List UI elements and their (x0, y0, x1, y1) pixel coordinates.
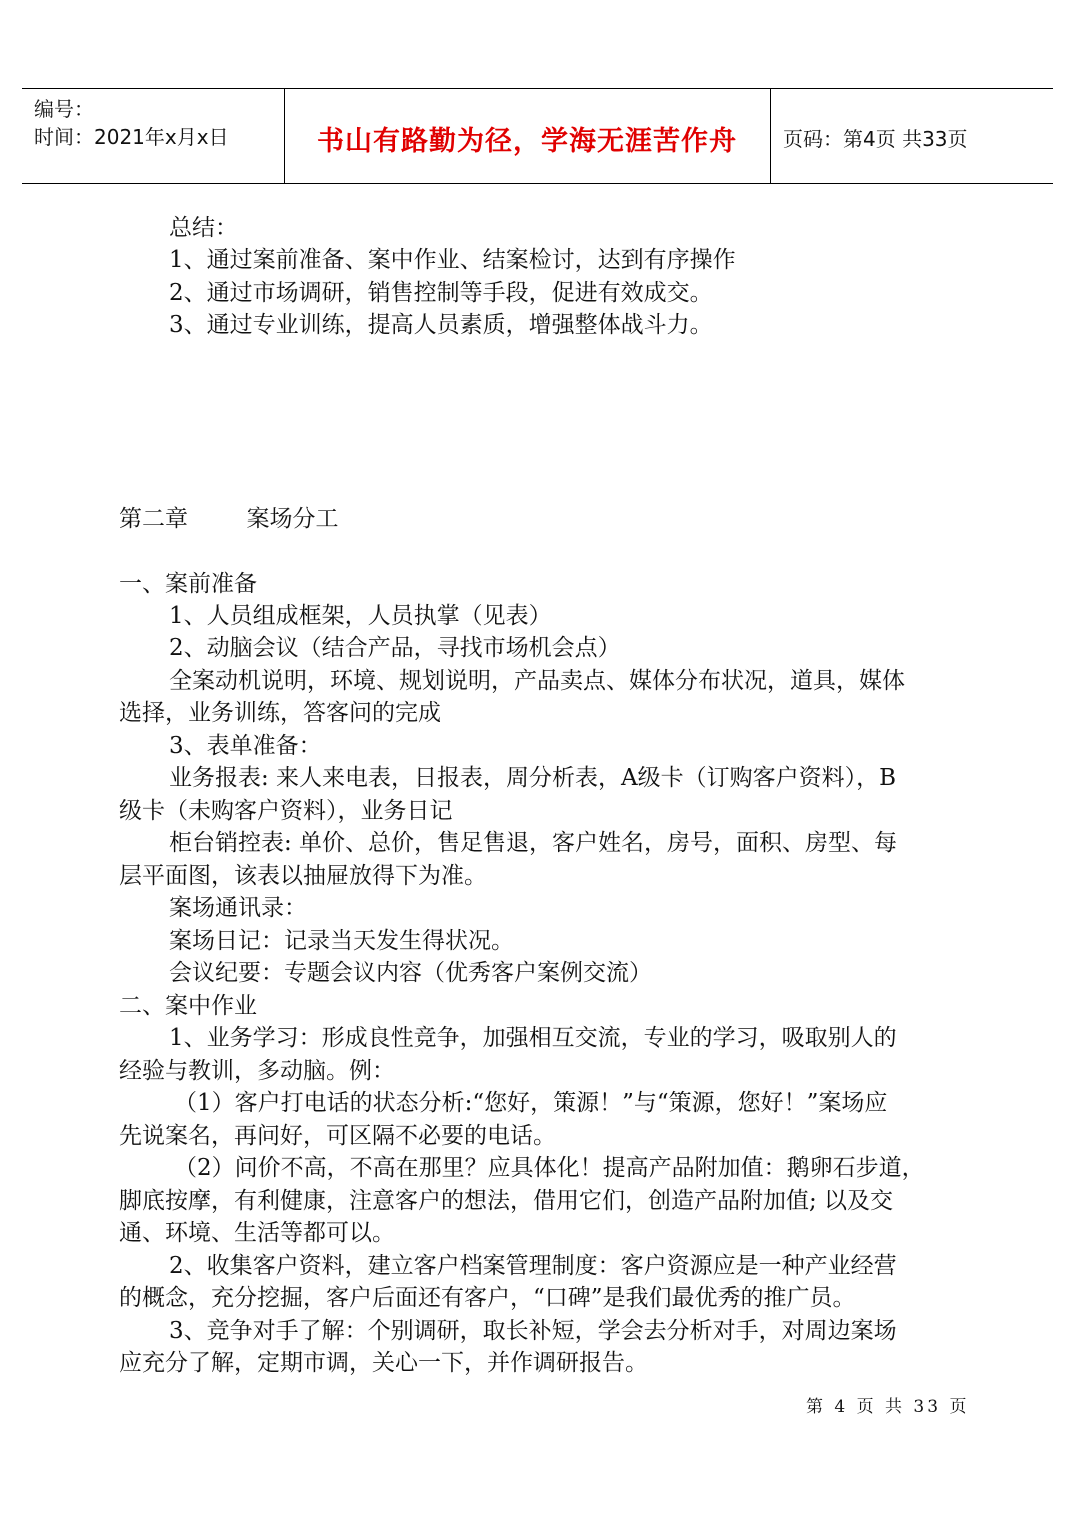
sec1-item-3: 3、表单准备： (169, 733, 322, 759)
summary-item-2: 2、通过市场调研，销售控制等手段，促进有效成交。 (169, 280, 713, 306)
sec1-para3-line2: 层平面图，该表以抽屉放得下为准。 (119, 863, 487, 889)
sec2-item1-line1: 1、业务学习：形成良性竞争，加强相互交流，专业的学习，吸取别人的 (169, 1025, 897, 1051)
sec2-item1-line2: 经验与教训，多动脑。例： (119, 1058, 395, 1084)
summary-item-1: 1、通过案前准备、案中作业、结案检讨，达到有序操作 (169, 247, 736, 273)
sec1-item-1: 1、人员组成框架，人员执掌（见表） (169, 603, 552, 629)
sec2-item2-line2: 的概念，充分挖掘，客户后面还有客户，“口碑”是我们最优秀的推广员。 (119, 1285, 856, 1311)
sec1-para3-line1: 柜台销控表: 单价、总价，售足售退，客户姓名，房号，面积、房型、每 (169, 830, 898, 856)
sec2-item2-line1: 2、收集客户资料，建立客户档案管理制度：客户资源应是一种产业经营 (169, 1253, 897, 1279)
summary-item-3: 3、通过专业训练，提高人员素质，增强整体战斗力。 (169, 312, 713, 338)
sec1-para6: 会议纪要：专题会议内容（优秀客户案例交流） (169, 960, 652, 986)
section-2-title: 二、案中作业 (119, 993, 257, 1019)
sec2-sub1-line2: 先说案名，再问好，可区隔不必要的电话。 (119, 1123, 556, 1149)
sec2-item3-line1: 3、竞争对手了解：个别调研，取长补短，学会去分析对手，对周边案场 (169, 1318, 897, 1344)
sec1-para2-line1: 业务报表: 来人来电表，日报表，周分析表，A级卡（订购客户资料），B (169, 765, 897, 791)
page-header (22, 88, 1053, 184)
sec2-sub2-line1: （2）问价不高，不高在那里？应具体化！提高产品附加值：鹅卵石步道， (174, 1155, 925, 1181)
sec1-para1-line2: 选择，业务训练，答客问的完成 (119, 700, 441, 726)
sec1-para1-line1: 全案动机说明，环境、规划说明，产品卖点、媒体分布状况，道具，媒体 (169, 668, 905, 694)
sec2-sub1-line1: （1）客户打电话的状态分析:“您好，策源！”与“策源，您好！”案场应 (174, 1090, 888, 1116)
sec2-sub2-line3: 通、环境、生活等都可以。 (119, 1220, 395, 1246)
time-label: 时间：2021年x月x日 (34, 125, 229, 149)
header-motto-cell (284, 89, 771, 183)
sec1-item-2: 2、动脑会议（结合产品，寻找市场机会点） (169, 635, 621, 661)
chapter-title: 第二章 案场分工 (119, 506, 339, 532)
header-page-cell (771, 89, 1053, 183)
sec2-sub2-line2: 脚底按摩，有利健康，注意客户的想法，借用它们，创造产品附加值; 以及交 (119, 1188, 894, 1214)
page-info: 页码：第4页 共33页 (783, 127, 968, 151)
sec1-para5: 案场日记：记录当天发生得状况。 (169, 928, 514, 954)
summary-title: 总结： (169, 215, 238, 241)
header-info-cell (22, 89, 285, 183)
motto: 书山有路勤为径，学海无涯苦作舟 (317, 126, 737, 157)
section-1-title: 一、案前准备 (119, 571, 257, 597)
number-label: 编号： (34, 97, 94, 121)
sec2-item3-line2: 应充分了解，定期市调，关心一下，并作调研报告。 (119, 1350, 648, 1376)
sec1-para4: 案场通讯录： (169, 895, 307, 921)
sec1-para2-line2: 级卡（未购客户资料），业务日记 (119, 798, 453, 824)
page-footer: 第 4 页 共 33 页 (806, 1397, 970, 1417)
